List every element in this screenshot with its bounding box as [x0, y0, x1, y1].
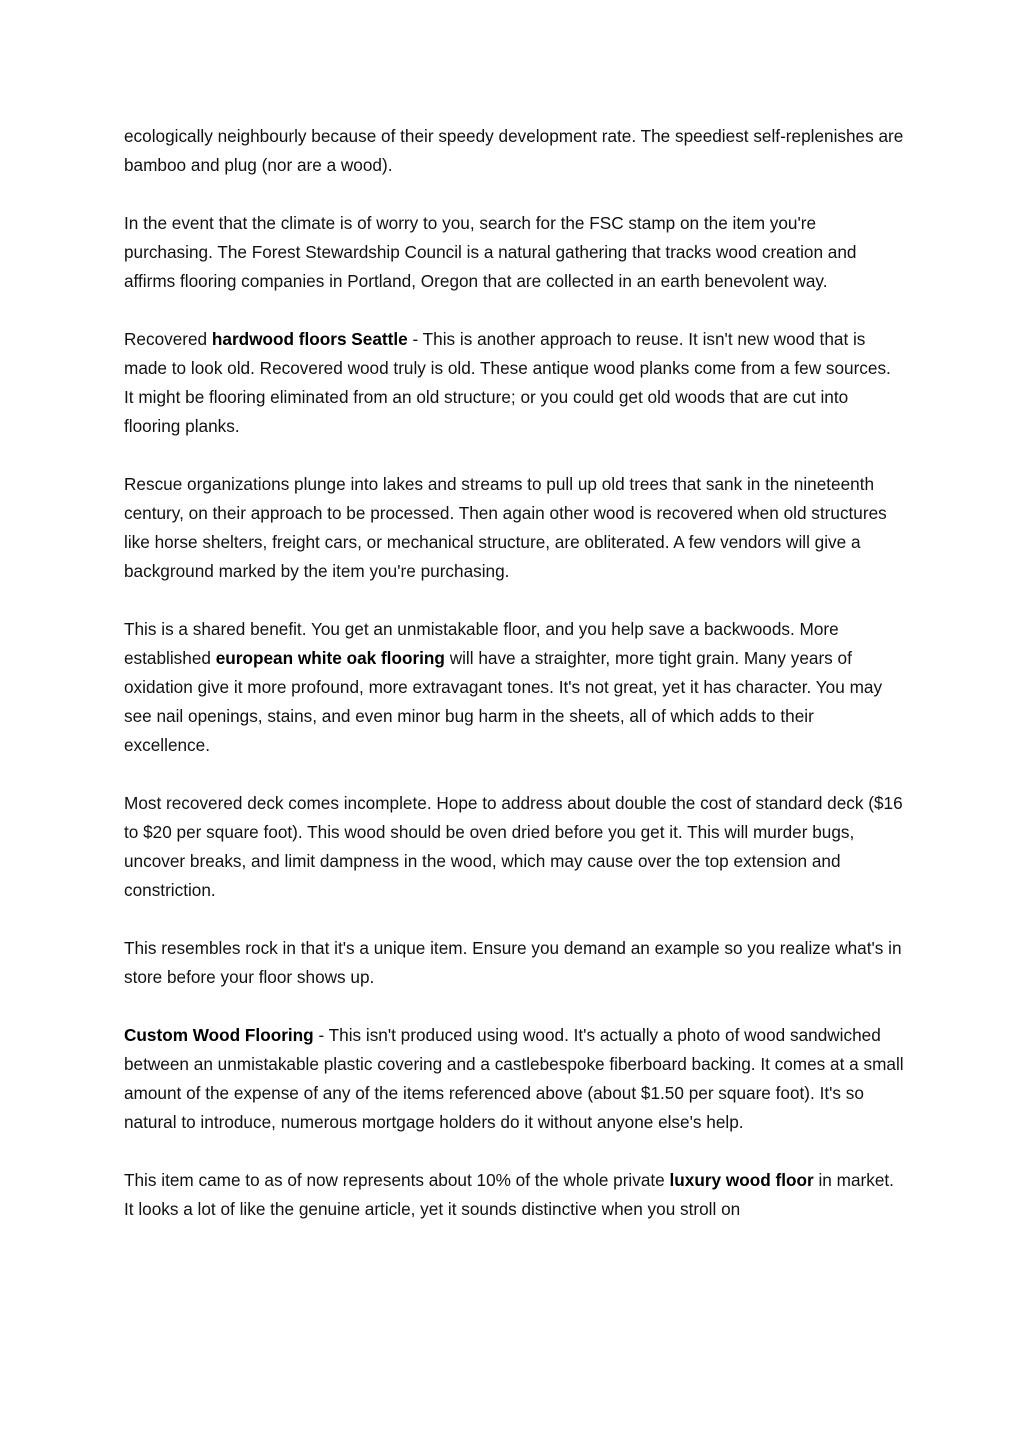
paragraph — [124, 325, 904, 441]
paragraph-text: This item came to as of now represents about 10% of the whole private — [124, 1170, 670, 1190]
paragraph-text: Most recovered deck comes incomplete. Hope to address about double the cost of standard deck ($16 to $20 per square foot). This wood should be oven dried before you get it. This will murder bugs, uncover breaks, and limit dampness in the wood, which may cause over the top extension and constriction. — [124, 793, 903, 900]
paragraph — [124, 1166, 904, 1224]
paragraph-text: - This isn't produced using wood. It's actually a photo of wood sandwiched between an unmistakable plastic covering and a castlebespoke fiberboard backing. It comes at a small amount of the expense of any of the items referenced above (about $1.50 per square foot). It's so natural to introduce, numerous mortgage holders do it without anyone else's help. — [124, 1025, 904, 1132]
bold-keyword-european-white-oak-flooring: european white oak flooring — [215, 648, 445, 668]
paragraph-text: This resembles rock in that it's a unique item. Ensure you demand an example so you realize what's in store before your floor shows up. — [124, 938, 902, 987]
paragraph-text: Rescue organizations plunge into lakes and streams to pull up old trees that sank in the nineteenth century, on their approach to be processed. Then again other wood is recovered when old structures like horse shelters, freight cars, or mechanical structure, are obliterated. A few vendors will give a background marked by the item you're purchasing. — [124, 474, 887, 581]
paragraph — [124, 122, 904, 180]
paragraph — [124, 470, 904, 586]
bold-keyword-luxury-wood-floor: luxury wood floor — [669, 1170, 814, 1190]
paragraph-text: Recovered — [124, 329, 212, 349]
paragraph — [124, 209, 904, 296]
paragraph-text: - This is another approach to reuse. It isn't new wood that is made to look old. Recovered wood truly is old. These antique wood planks come from a few sources. It might be flooring eliminated from an old structure; or you could get old woods that are cut into flooring planks. — [124, 329, 891, 436]
paragraph — [124, 789, 904, 905]
bold-keyword-custom-wood-flooring: Custom Wood Flooring — [124, 1025, 314, 1045]
paragraph-text: in market. It looks a lot of like the genuine article, yet it sounds distinctive when you stroll on — [124, 1170, 894, 1219]
paragraph-text: This is a shared benefit. You get an unmistakable floor, and you help save a backwoods. More established — [124, 619, 839, 668]
paragraph-text: ecologically neighbourly because of their speedy development rate. The speediest self-replenishes are bamboo and plug (nor are a wood). — [124, 126, 904, 175]
paragraph — [124, 1021, 904, 1137]
paragraph-text: will have a straighter, more tight grain. Many years of oxidation give it more profound, more extravagant tones. It's not great, yet it has character. You may see nail openings, stains, and even minor bug harm in the sheets, all of which adds to their excellence. — [124, 648, 883, 755]
paragraph — [124, 615, 904, 760]
bold-keyword-hardwood-floors-seattle: hardwood floors Seattle — [211, 329, 408, 349]
paragraph-text: In the event that the climate is of worry to you, search for the FSC stamp on the item you're purchasing. The Forest Stewardship Council is a natural gathering that tracks wood creation and affirms flooring companies in Portland, Oregon that are collected in an earth benevolent way. — [124, 213, 857, 291]
paragraph — [124, 934, 904, 992]
document-page — [124, 122, 904, 1224]
